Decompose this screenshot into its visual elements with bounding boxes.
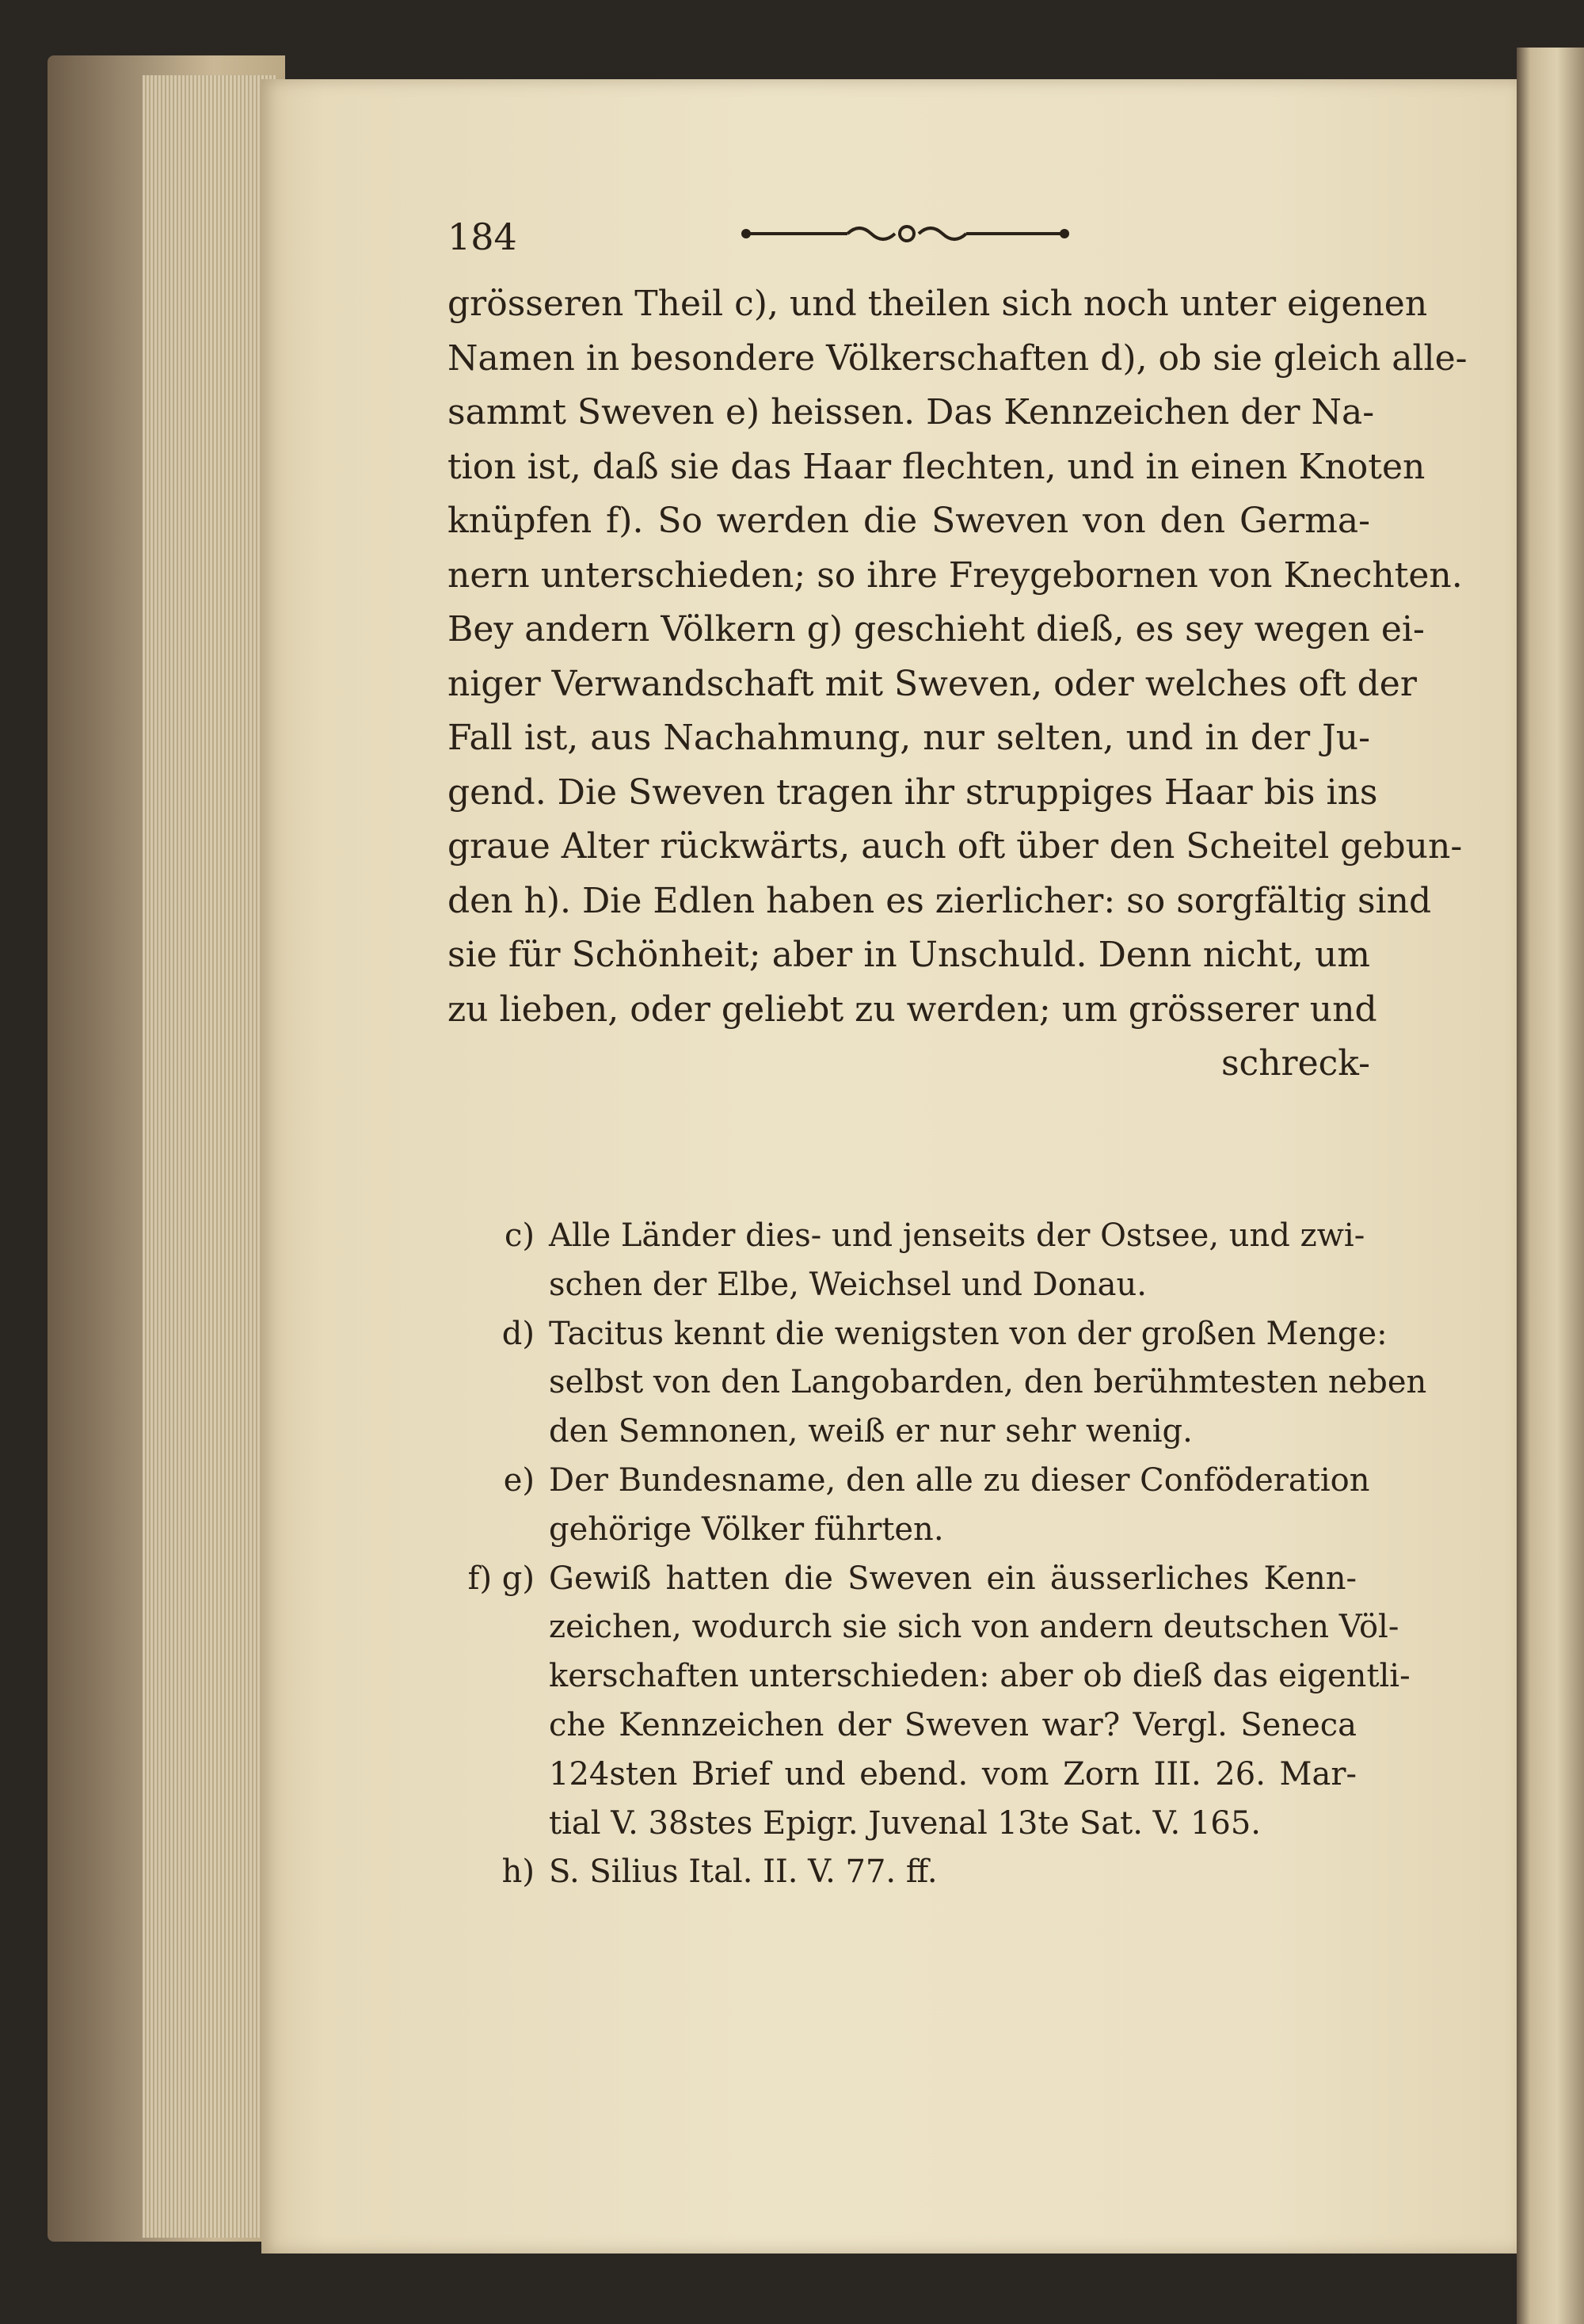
body-line: graue Alter rückwärts, auch oft über den Scheitel gebun- <box>447 826 1463 867</box>
body-line: Bey andern Völkern g) geschieht dieß, es sey wegen ei- <box>447 609 1425 650</box>
footnote-line: gehörige Völker führten. <box>549 1511 944 1548</box>
footnote-line: Tacitus kennt die wenigsten von der großen Menge: <box>549 1315 1388 1352</box>
footnotes <box>463 1212 1427 1897</box>
footnote-line: den Semnonen, weiß er nur sehr wenig. <box>549 1413 1193 1450</box>
footnote-line: tial V. 38stes Epigr. Juvenal 13te Sat. V. 165. <box>549 1804 1262 1842</box>
page-number: 184 <box>447 215 517 258</box>
typographic-ornament-icon <box>737 214 1077 253</box>
footnote-line: kerschaften unterschieden: aber ob dieß das eigentli- <box>549 1658 1411 1695</box>
body-line: grösseren Theil c), und theilen sich noch unter eigenen <box>447 284 1428 324</box>
footnote-line: 124sten Brief und ebend. vom Zorn III. 26. Mar- <box>549 1755 1357 1793</box>
footnote-label: f) g) <box>467 1560 535 1597</box>
body-line: den h). Die Edlen haben es zierlicher: so sorgfältig sind <box>447 880 1432 921</box>
footnote-line: zeichen, wodurch sie sich von andern deutschen Völ- <box>549 1609 1399 1646</box>
footnote-line: che Kennzeichen der Sweven war? Vergl. Seneca <box>549 1706 1357 1743</box>
footnote <box>463 1555 1411 1849</box>
body-line: zu lieben, oder geliebt zu werden; um grösserer und <box>447 989 1377 1030</box>
footnote <box>463 1212 1365 1310</box>
body-line: Fall ist, aus Nachahmung, nur selten, und in der Ju- <box>447 718 1370 758</box>
facing-page-edge <box>1517 48 1584 2324</box>
body-line: sie für Schönheit; aber in Unschuld. Denn nicht, um <box>447 935 1370 975</box>
body-text <box>447 277 1468 1092</box>
body-line: Namen in besondere Völkerschaften d), ob sie gleich alle- <box>447 337 1468 379</box>
footnote-label: c) <box>504 1217 535 1254</box>
catchword: schreck- <box>1220 1043 1370 1084</box>
body-line: gend. Die Sweven tragen ihr struppiges Haar bis ins <box>447 771 1378 813</box>
footnote <box>463 1848 1357 1897</box>
body-line: tion ist, daß sie das Haar flechten, und in einen Knoten <box>447 446 1426 487</box>
body-line: niger Verwandschaft mit Sweven, oder welches oft der <box>447 663 1417 704</box>
footnote-label: d) <box>501 1315 535 1352</box>
body-line: sammt Sweven e) heissen. Das Kennzeichen der Na- <box>447 392 1375 432</box>
footnote-label: h) <box>501 1853 535 1891</box>
footnote-label: e) <box>503 1461 535 1499</box>
body-line: knüpfen f). So werden die Sweven von den Germa- <box>447 501 1370 541</box>
footnote <box>463 1457 1370 1555</box>
footnote <box>463 1310 1427 1457</box>
body-line: nern unterschieden; so ihre Freygebornen von Knechten. <box>447 554 1463 596</box>
footnote-line: selbst von den Langobarden, den berühmtesten neben <box>549 1364 1427 1401</box>
footnote-line: S. Silius Ital. II. V. 77. ff. <box>549 1853 938 1891</box>
page-edges <box>143 75 277 2238</box>
footnote-line: Der Bundesname, den alle zu dieser Conföderation <box>549 1461 1370 1499</box>
footnote-line: Alle Länder dies- und jenseits der Ostsee, und zwi- <box>549 1217 1365 1254</box>
footnote-line: Gewiß hatten die Sweven ein äusserliches Kenn- <box>549 1560 1357 1597</box>
footnote-line: schen der Elbe, Weichsel und Donau. <box>549 1266 1147 1303</box>
